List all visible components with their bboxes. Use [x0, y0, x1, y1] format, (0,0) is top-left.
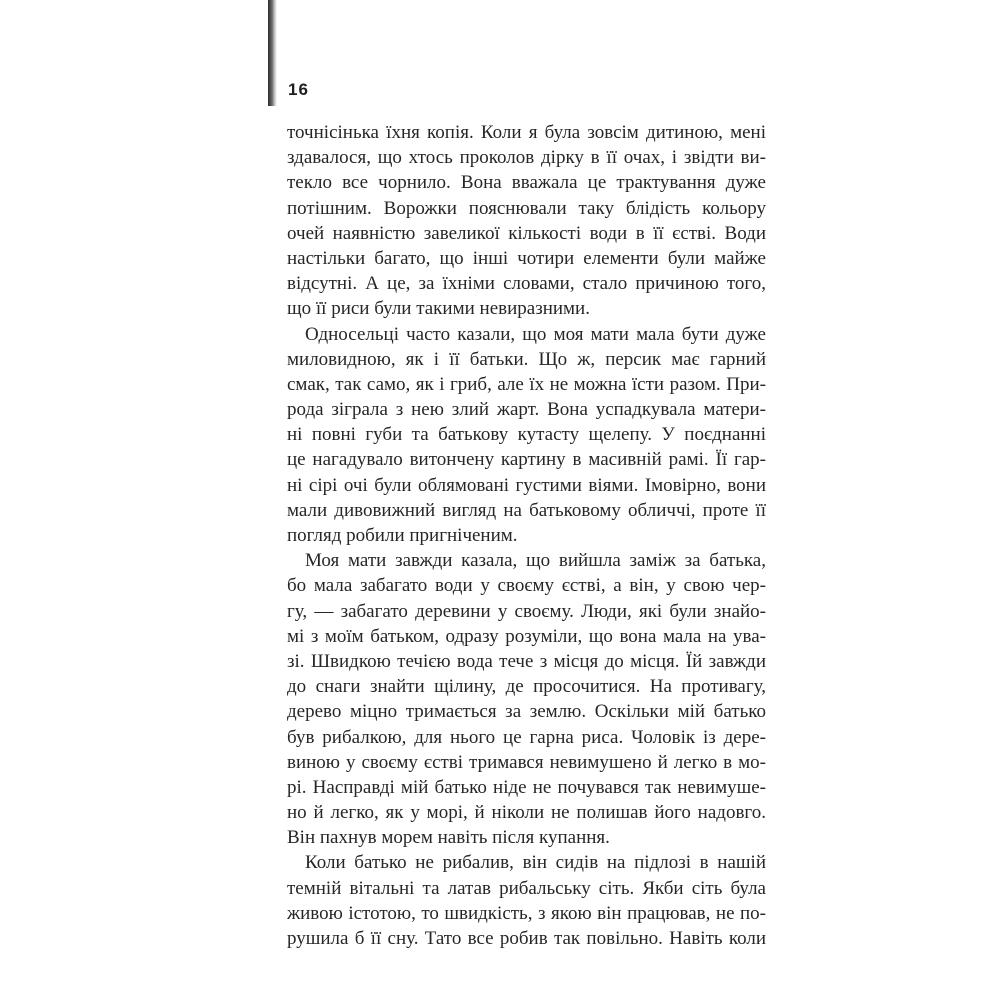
- text-line: мі з моїм батьком, одразу розуміли, що вона мала на ува-: [287, 625, 766, 647]
- text-line: рода зіграла з нею злий жарт. Вона успадкувала матери-: [287, 399, 766, 421]
- text-line: Моя мати завжди казала, що вийшла заміж за батька,: [305, 550, 766, 572]
- text-line: настільки багато, що інші чотири елементи були майже: [287, 247, 766, 269]
- text-line: дерево міцно тримається за землю. Оскільки мій батько: [287, 701, 766, 723]
- text-line: Односельці часто казали, що моя мати мала бути дуже: [305, 323, 766, 345]
- page-number: 16: [288, 80, 309, 99]
- text-line: но й легко, як у морі, й ніколи не полишав його надовго.: [287, 802, 766, 824]
- paragraph: [287, 850, 766, 951]
- text-line: погляд робили пригніченим.: [287, 525, 518, 546]
- text-line: мали дивовижний вигляд на батьковому обличчі, проте її: [287, 499, 766, 521]
- text-line: миловидною, як і її батьки. Що ж, персик має гарний: [287, 348, 766, 370]
- paragraph: [287, 120, 766, 322]
- body-text: [287, 120, 766, 951]
- book-spine-shadow: [268, 0, 277, 106]
- text-line: виною у своєму єстві тримався невимушено й легко в мо-: [287, 751, 766, 773]
- text-line: Коли батько не рибалив, він сидів на підлозі в нашій: [305, 852, 766, 874]
- text-line: ні повні губи та батькову кутасту щелепу. У поєднанні: [287, 424, 766, 446]
- text-line: рі. Насправді мій батько ніде не почувався так невимуше-: [287, 776, 766, 798]
- text-line: смак, так само, як і гриб, але їх не можна їсти разом. При-: [287, 373, 766, 395]
- text-line: живою істотою, то швидкість, з якою він працював, не по-: [287, 902, 766, 924]
- text-line: текло все чорнило. Вона вважала це трактування дуже: [287, 172, 766, 194]
- text-line: Він пахнув морем навіть після купання.: [287, 827, 610, 849]
- text-line: був рибалкою, для нього це гарна риса. Чоловік із дере-: [287, 726, 766, 748]
- text-line: гу, — забагато деревини у своєму. Люди, які були знайо-: [287, 600, 766, 622]
- paragraph: [287, 322, 766, 549]
- text-line: зі. Швидкою течією вода тече з місця до місця. Їй завжди: [287, 650, 766, 672]
- text-line: точнісінька їхня копія. Коли я була зовсім дитиною, мені: [287, 122, 766, 143]
- text-line: що її риси були такими невиразними.: [287, 298, 590, 320]
- text-line: рушила б її сну. Тато все робив так повільно. Навіть коли: [287, 928, 766, 949]
- paragraph: [287, 548, 766, 850]
- text-line: потішним. Ворожки пояснювали таку блідість кольору: [287, 197, 766, 219]
- text-line: до снаги знайти щілину, де просочитися. На противагу,: [287, 676, 766, 698]
- text-line: це нагадувало витончену картину в масивній рамі. Її гар-: [287, 449, 766, 471]
- text-line: очей наявністю завеликої кількості води в її єстві. Води: [287, 222, 766, 244]
- text-line: відсутні. А це, за їхніми словами, стало причиною того,: [287, 273, 766, 295]
- text-line: ні сірі очі були облямовані густими віями. Імовірно, вони: [287, 474, 766, 496]
- text-line: здавалося, що хтось проколов дірку в її очах, і звідти ви-: [287, 147, 766, 169]
- text-line: бо мала забагато води у своєму єстві, а він, у свою чер-: [287, 575, 766, 597]
- text-line: темній вітальні та латав рибальську сіть. Якби сіть була: [287, 877, 766, 899]
